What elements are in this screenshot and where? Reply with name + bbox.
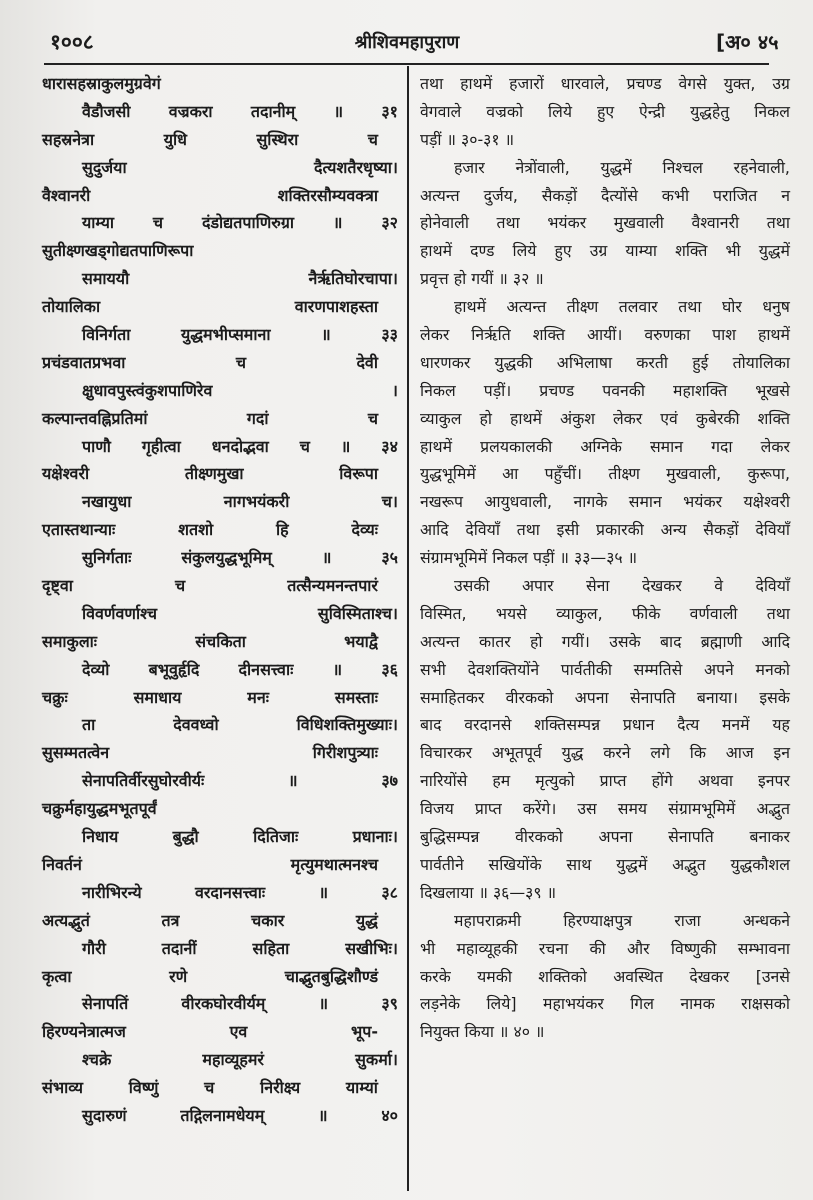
verse-line <box>36 990 398 1018</box>
verse-line <box>36 739 398 767</box>
verse-word: सखीभिः। <box>345 938 398 958</box>
verse-word: रणे <box>169 966 188 986</box>
translation-line <box>420 293 790 321</box>
translation-text: नखरूप आयुधवाली, नागके समान भयंकर यक्षेश्वरी <box>420 492 790 512</box>
verse-word: ३१ <box>381 101 398 121</box>
verse-word: च <box>367 408 378 428</box>
verse-word: संभाव्य <box>42 1078 83 1098</box>
verse-line <box>36 544 398 572</box>
verse-word: च <box>299 436 310 456</box>
verse-word: मनः <box>247 687 269 707</box>
translation-text: नारियोंसे हम मृत्युको प्राप्त होंगे अथवा इनपर <box>420 771 790 791</box>
verse-word: च <box>235 352 246 372</box>
verse-word: वीरकघोरवीर्यम् <box>181 994 266 1014</box>
verse-word: एव <box>229 1022 248 1042</box>
verse-line <box>36 460 398 488</box>
verse-word: ३८ <box>381 882 398 902</box>
translation-text: सभी देवशक्तियोंने पार्वतीकी सम्मतिसे अपने मनको <box>420 659 790 679</box>
verse-line <box>36 70 398 98</box>
verse-word: समाकुलाः <box>42 631 98 651</box>
verse-line <box>36 907 398 935</box>
translation-text: विजय प्राप्त करेंगे। उस समय संग्रामभूमिमें अद्भुत <box>420 799 790 819</box>
verse-line <box>36 572 398 600</box>
verse-line <box>36 795 398 823</box>
verse-line <box>36 377 398 405</box>
verse-line <box>36 98 398 126</box>
translation-text: पड़ीं ॥ ३०-३१ ॥ <box>420 129 515 149</box>
verse-word: देवी <box>356 352 378 372</box>
translation-text: हाथमें प्रलयकालकी अग्निके समान गदा लेकर <box>420 436 790 456</box>
translation-line <box>420 879 790 907</box>
verse-line <box>36 767 398 795</box>
verse-line <box>36 154 398 182</box>
translation-line <box>420 377 790 405</box>
verse-word: ४० <box>381 1105 398 1125</box>
translation-line <box>420 767 790 795</box>
translation-line <box>420 963 790 991</box>
verse-word: पाणौ <box>82 436 111 456</box>
translation-text: युद्धभूमिमें आ पहुँचीं। तीक्ष्ण मुखवाली, कुरूपा, <box>420 464 790 484</box>
translation-text: बुद्धिसम्पन्न वीरकको अपना सेनापति बनाकर <box>420 827 790 847</box>
verse-line <box>36 349 398 377</box>
translation-line <box>420 711 790 739</box>
verse-line <box>36 879 398 907</box>
translation-text: प्रवृत्त हो गयीं ॥ ३२ ॥ <box>420 269 544 289</box>
verse-word: क्षुधावपुस्त्वंकुशपाणिरेव <box>82 380 213 400</box>
verse-word: तत्सैन्यमनन्तपारं <box>287 576 378 596</box>
translation-line <box>420 907 790 935</box>
translation-text: बाद वरदानसे शक्तिसम्पन्न प्रधान दैत्य मनमें यह <box>420 715 790 735</box>
verse-word: चाद्भुतबुद्धिशौण्डं <box>284 966 378 986</box>
translation-text: लेकर निर्ऋति शक्ति आयीं। वरुणका पाश हाथमें <box>420 325 790 345</box>
translation-text: आदि देवियाँ तथा इसी प्रकारकी अन्य सैकड़ों देवियाँ <box>420 520 790 540</box>
translation-text: वेगवाले वज्रको लिये हुए ऐन्द्री युद्धहेतु निकल <box>420 101 790 121</box>
translation-line <box>420 544 790 572</box>
verse-line <box>36 488 398 516</box>
translation-text: धारणकर युद्धकी अभिलाषा करती हुई तोयालिका <box>420 352 790 372</box>
translation-text: नियुक्त किया ॥ ४० ॥ <box>420 1022 545 1042</box>
verse-word: सुकर्मा। <box>355 1050 398 1070</box>
translation-line <box>420 684 790 712</box>
verse-word: च <box>367 129 378 149</box>
verse-word: भूप- <box>351 1022 378 1042</box>
verse-word: ॥ <box>332 659 343 679</box>
translation-line <box>420 628 790 656</box>
verse-word: हिरण्यनेत्रात्मज <box>42 1022 126 1042</box>
verse-word: धारासहस्राकुलमुग्रवेगं <box>42 74 161 93</box>
verse-word: ॥ <box>321 548 332 568</box>
translation-text: हाथमें दण्ड लिये हुए उग्र याम्या शक्ति भी युद्धमें <box>420 241 790 261</box>
verse-word: ३५ <box>381 548 398 568</box>
translation-line <box>420 237 790 265</box>
translation-line <box>420 823 790 851</box>
verse-line <box>36 628 398 656</box>
verse-word: अत्यद्भुतं <box>42 910 90 930</box>
verse-word: यक्षेश्वरी <box>42 464 90 484</box>
translation-text: विचारकर अभूतपूर्व युद्ध करने लगे कि आज इन <box>420 743 790 763</box>
verse-line <box>36 1018 398 1046</box>
translation-line <box>420 935 790 963</box>
verse-line <box>36 1074 398 1102</box>
verse-line <box>36 684 398 712</box>
translation-line <box>420 433 790 461</box>
translation-line <box>420 98 790 126</box>
verse-line <box>36 321 398 349</box>
verse-word: विष्णुं <box>128 1078 159 1098</box>
verse-word: देव्यः <box>351 520 378 540</box>
verse-word: तद्गिलनामधेयम् <box>180 1105 265 1125</box>
verse-line <box>36 656 398 684</box>
verse-word: चकार <box>251 910 285 930</box>
translation-line <box>420 126 790 154</box>
verse-word: शक्तिरसौम्यवक्त्रा <box>277 185 378 205</box>
verse-word: संकुलयुद्धभूमिम् <box>181 548 272 568</box>
verse-word: ता <box>82 715 96 735</box>
verse-line <box>36 126 398 154</box>
verse-word: धनदोद्भवा <box>211 436 269 456</box>
translation-line <box>420 405 790 433</box>
verse-word: दृष्ट्वा <box>42 576 73 596</box>
verse-word: देववध्वो <box>173 715 219 735</box>
verse-word: सहिता <box>252 938 290 958</box>
verse-word: नागभयंकरी <box>223 492 290 512</box>
verse-word: प्रधानाः। <box>352 827 398 847</box>
verse-word: दितिजाः <box>253 827 299 847</box>
verse-word: सुदुर्जया <box>82 157 127 177</box>
verse-word: ३७ <box>381 771 398 791</box>
verse-word: ॥ <box>332 213 343 233</box>
verse-word: बुद्धौ <box>172 827 199 847</box>
verse-line <box>36 1102 398 1130</box>
verse-word: ॥ <box>318 1105 328 1125</box>
verse-word: याम्यां <box>345 1078 378 1098</box>
translation-text: हजार नेत्रोंवाली, युद्धमें निश्चल रहनेवाली, <box>454 157 790 177</box>
translation-text: पार्वतीने सखियोंके साथ युद्धमें अद्भुत युद्धकौशल <box>420 854 790 874</box>
translation-line <box>420 182 790 210</box>
verse-word: ॥ <box>333 101 344 121</box>
verse-line <box>36 209 398 237</box>
verse-word: सुनिर्गताः <box>82 548 132 568</box>
verse-word: सुतीक्ष्णखड्गोद्यतपाणिरूपा <box>42 241 194 261</box>
verse-word: ३३ <box>381 325 398 345</box>
verse-word: ३९ <box>381 994 398 1014</box>
translation-line <box>420 460 790 488</box>
verse-line <box>36 237 398 265</box>
verse-word: तदानीं <box>161 938 197 958</box>
translation-line <box>420 572 790 600</box>
column-divider <box>407 66 409 1191</box>
verse-word: महाव्यूहमरं <box>202 1050 264 1070</box>
translation-line <box>420 1018 790 1046</box>
verse-word: सुस्थिरा <box>256 129 299 149</box>
verse-word: गृहीत्वा <box>141 436 181 456</box>
verse-word: ॥ <box>321 325 331 345</box>
verse-word: एतास्तथान्याः <box>42 520 116 540</box>
translation-text: भी महाव्यूहकी रचना की और विष्णुकी सम्भावना <box>420 938 790 958</box>
verse-word: वैडौजसी <box>82 101 131 121</box>
verse-word: सेनापतिं <box>82 994 129 1014</box>
verse-word: प्रचंडवातप्रभवा <box>42 352 126 372</box>
verse-line <box>36 433 398 461</box>
verse-word: याम्या <box>82 213 115 233</box>
translation-text: महापराक्रमी हिरण्याक्षपुत्र राजा अन्धकने <box>454 910 790 930</box>
translation-line <box>420 656 790 684</box>
verse-word: सुविस्मिताश्च। <box>317 603 398 623</box>
verse-word: युद्धं <box>355 910 378 930</box>
verse-word: गौरी <box>82 938 106 958</box>
verse-line <box>36 823 398 851</box>
verse-word: देव्यो <box>82 659 110 679</box>
verse-word: सहस्रनेत्रा <box>42 129 95 149</box>
verse-word: ॥ <box>340 436 351 456</box>
verse-word: तदानीम् <box>250 101 296 121</box>
sanskrit-verse-column <box>36 70 398 1130</box>
verse-word: दैत्यशतैरधृष्या। <box>314 157 398 177</box>
hindi-translation-column <box>420 70 790 1046</box>
translation-line <box>420 209 790 237</box>
translation-text: अत्यन्त कातर हो गयीं। उसके बाद ब्रह्माणी आदि <box>420 631 790 651</box>
verse-line <box>36 516 398 544</box>
verse-word: ॥ <box>318 882 329 902</box>
translation-text: संग्रामभूमिमें निकल पड़ीं ॥ ३३—३५ ॥ <box>420 548 638 568</box>
translation-line <box>420 739 790 767</box>
verse-word: च <box>204 1078 215 1098</box>
verse-word: चक्रुः <box>42 687 68 707</box>
verse-word: शतशो <box>178 520 214 540</box>
translation-line <box>420 488 790 516</box>
verse-word: ३२ <box>381 213 398 233</box>
verse-word: निरीक्ष्य <box>260 1078 301 1098</box>
verse-word: मृत्युमथात्मनश्च <box>290 854 378 874</box>
verse-word: संचकिता <box>195 631 246 651</box>
verse-word: बभूवुर्हृदि <box>148 659 200 679</box>
translation-text: दिखलाया ॥ ३६—३९ ॥ <box>420 882 557 902</box>
verse-word: च। <box>381 492 398 512</box>
verse-word: समाययौ <box>82 269 130 289</box>
verse-word: विवर्णवर्णाश्च <box>82 603 158 623</box>
translation-text: विस्मित, भयसे व्याकुल, फीके वर्णवाली तथा <box>420 603 790 623</box>
verse-line <box>36 963 398 991</box>
verse-word: नैर्ऋतिघोरचापा। <box>308 269 398 289</box>
translation-line <box>420 321 790 349</box>
translation-text: तथा हाथमें हजारों धारवाले, प्रचण्ड वेगसे युक्त, उग्र <box>420 74 790 93</box>
translation-text: समाहितकर वीरकको अपना सेनापति बनाया। इसके <box>420 687 790 707</box>
verse-word: विनिर्गता <box>82 325 131 345</box>
verse-word: समाधाय <box>133 687 182 707</box>
verse-line <box>36 851 398 879</box>
verse-word: गिरीशपुत्र्याः <box>312 743 378 763</box>
verse-line <box>36 711 398 739</box>
translation-line <box>420 265 790 293</box>
verse-word: ३६ <box>381 659 398 679</box>
translation-line <box>420 851 790 879</box>
verse-word: च <box>152 213 164 233</box>
translation-line <box>420 70 790 98</box>
translation-text: अत्यन्त दुर्जय, सैकड़ों दैत्योंसे कभी पराजित न <box>420 185 790 205</box>
verse-word: दंडोद्यतपाणिरुग्रा <box>201 213 295 233</box>
translation-line <box>420 600 790 628</box>
verse-line <box>36 1046 398 1074</box>
verse-word: समस्ताः <box>334 687 378 707</box>
verse-word: चक्रुर्महायुद्धमभूतपूर्वं <box>42 799 157 819</box>
page-header <box>0 0 813 60</box>
verse-word: तोयालिका <box>42 297 101 317</box>
verse-word: विरूपा <box>339 464 378 484</box>
verse-word: निवर्तनं <box>42 854 82 874</box>
verse-word: भयाद्वै <box>344 631 378 651</box>
verse-word: निधाय <box>82 827 119 847</box>
verse-line <box>36 182 398 210</box>
verse-word: कल्पान्तवह्निप्रतिमां <box>42 408 148 428</box>
verse-word: नारीभिरन्ये <box>82 882 142 902</box>
translation-text: होनेवाली तथा भयंकर मुखवाली वैश्वानरी तथा <box>420 213 790 233</box>
verse-word: श्चक्रे <box>82 1050 112 1070</box>
verse-word: कृत्वा <box>42 966 72 986</box>
verse-line <box>36 600 398 628</box>
verse-word: तीक्ष्णमुखा <box>184 464 244 484</box>
verse-word: नखायुधा <box>82 492 132 512</box>
running-title: श्रीशिवमहापुराण <box>354 32 460 53</box>
verse-word: वैश्वानरी <box>42 185 91 205</box>
header-rule <box>44 63 769 65</box>
verse-word: गदां <box>246 408 269 428</box>
verse-word: । <box>391 380 398 400</box>
translation-line <box>420 990 790 1018</box>
page-number: १००८ <box>50 30 94 54</box>
translation-line <box>420 516 790 544</box>
verse-word: युधि <box>163 129 187 149</box>
verse-word: वज्रकरा <box>168 101 213 121</box>
translation-text: निकल पड़ीं। प्रचण्ड पवनकी महाशक्ति भूखसे <box>420 380 790 400</box>
translation-text: करके यमकी शक्तिको अवस्थित देखकर [उनसे <box>420 966 790 986</box>
translation-text: हाथमें अत्यन्त तीक्ष्ण तलवार तथा घोर धनुष <box>454 297 790 317</box>
translation-text: उसकी अपार सेना देखकर वे देवियाँ <box>454 576 790 596</box>
translation-line <box>420 154 790 182</box>
verse-word: युद्धमभीप्समाना <box>180 325 271 345</box>
verse-word: हि <box>275 520 289 540</box>
translation-text: व्याकुल हो हाथमें अंकुश लेकर एवं कुबेरकी शक्ति <box>420 408 790 428</box>
translation-text: लड़नेके लिये] महाभयंकर गिल नामक राक्षसको <box>420 994 790 1014</box>
verse-line <box>36 265 398 293</box>
verse-line <box>36 935 398 963</box>
verse-word: सेनापतिर्वीरसुघोरवीर्यः <box>82 771 205 791</box>
translation-line <box>420 795 790 823</box>
verse-word: ३४ <box>381 436 398 456</box>
verse-line <box>36 405 398 433</box>
verse-word: वरदानसत्त्वाः <box>194 882 266 902</box>
verse-word: विधिशक्तिमुख्याः। <box>296 715 398 735</box>
verse-word: दीनसत्त्वाः <box>238 659 294 679</box>
verse-word: ॥ <box>288 771 298 791</box>
verse-word: च <box>174 576 186 596</box>
chapter-reference: [अ० ४५ <box>716 30 779 54</box>
verse-word: ॥ <box>318 994 329 1014</box>
verse-word: वारणपाशहस्ता <box>294 297 378 317</box>
verse-word: तत्र <box>161 910 180 930</box>
verse-word: सुदारुणं <box>82 1105 127 1125</box>
translation-line <box>420 349 790 377</box>
verse-word: सुसम्मतत्वेन <box>42 743 110 763</box>
verse-line <box>36 293 398 321</box>
